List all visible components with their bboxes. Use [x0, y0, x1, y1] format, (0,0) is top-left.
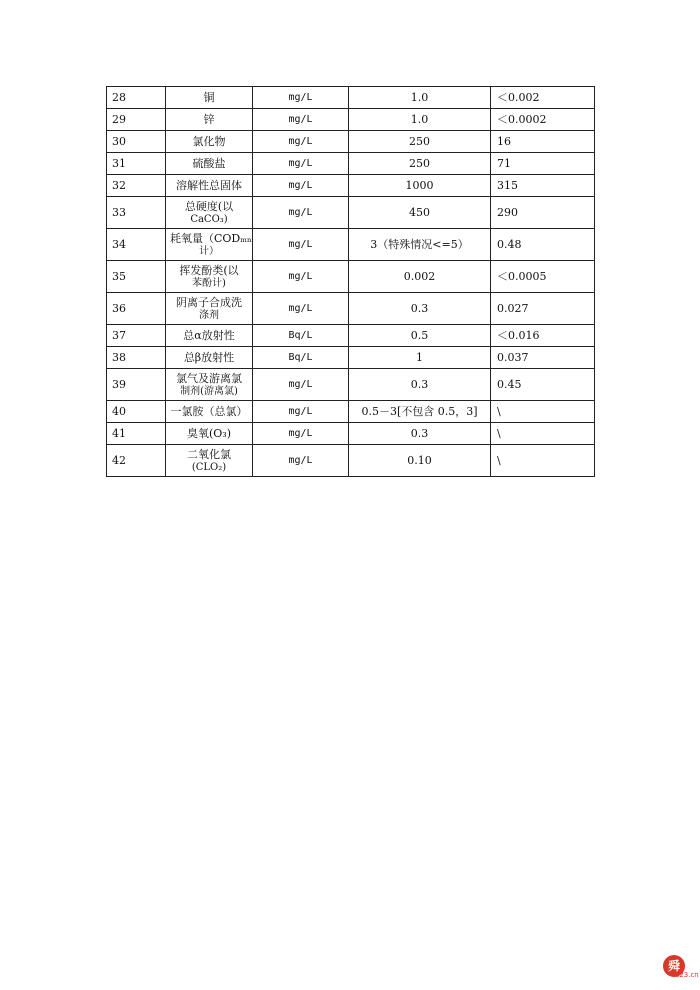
- unit-cell: Bq/L: [253, 325, 349, 347]
- indicator-name-cell: [166, 153, 253, 175]
- indicator-name-cell: [166, 369, 253, 401]
- unit-cell: Bq/L: [253, 347, 349, 369]
- table-row: [107, 423, 595, 445]
- indicator-name-line: 苯酚计): [192, 277, 226, 289]
- indicator-name-line: 总β放射性: [183, 351, 235, 364]
- test-result-cell: 0.45: [491, 369, 595, 401]
- water-quality-table: [106, 86, 595, 477]
- row-number-cell: 41: [107, 423, 166, 445]
- row-number-cell: 40: [107, 401, 166, 423]
- test-result-cell: 315: [491, 175, 595, 197]
- indicator-name-line: CaCO₃): [190, 213, 228, 225]
- indicator-name-line: 总硬度(以: [184, 199, 234, 213]
- table-body: [107, 87, 595, 477]
- table-row: [107, 197, 595, 229]
- row-number-cell: 42: [107, 445, 166, 477]
- test-result-cell: ＜0.0002: [491, 109, 595, 131]
- table-row: [107, 261, 595, 293]
- unit-cell: mg/L: [253, 369, 349, 401]
- limit-value-cell: 0.002: [349, 261, 491, 293]
- test-result-cell: 0.027: [491, 293, 595, 325]
- limit-value-cell: 450: [349, 197, 491, 229]
- unit-cell: mg/L: [253, 401, 349, 423]
- indicator-name-line: 溶解性总固体: [176, 179, 242, 192]
- indicator-name-line: 阴离子合成洗: [176, 295, 242, 309]
- row-number-cell: 33: [107, 197, 166, 229]
- unit-cell: mg/L: [253, 261, 349, 293]
- test-result-cell: 71: [491, 153, 595, 175]
- table-row: [107, 401, 595, 423]
- unit-cell: mg/L: [253, 229, 349, 261]
- table-row: [107, 347, 595, 369]
- table-row: [107, 325, 595, 347]
- indicator-name-line: 氯气及游离氯: [176, 371, 242, 385]
- unit-cell: mg/L: [253, 445, 349, 477]
- row-number-cell: 39: [107, 369, 166, 401]
- table-row: [107, 153, 595, 175]
- unit-cell: mg/L: [253, 153, 349, 175]
- indicator-name-cell: [166, 229, 253, 261]
- indicator-name-line: 锌: [203, 113, 215, 126]
- unit-cell: mg/L: [253, 197, 349, 229]
- limit-value-cell: 1: [349, 347, 491, 369]
- limit-value-cell: 3（特殊情况<=5）: [349, 229, 491, 261]
- test-result-cell: ＜0.0005: [491, 261, 595, 293]
- indicator-name-line: 硫酸盐: [192, 157, 226, 170]
- table-row: [107, 229, 595, 261]
- indicator-name-line: 臭氧(O₃): [186, 427, 231, 440]
- limit-value-cell: 1.0: [349, 109, 491, 131]
- limit-value-cell: 1.0: [349, 87, 491, 109]
- table-row: [107, 131, 595, 153]
- unit-cell: mg/L: [253, 175, 349, 197]
- indicator-name-line: 涤剂: [199, 309, 219, 321]
- indicator-name-line: 铜: [203, 91, 215, 104]
- indicator-name-line: 计）: [199, 245, 219, 257]
- limit-value-cell: 0.5: [349, 325, 491, 347]
- limit-value-cell: 0.3: [349, 293, 491, 325]
- unit-cell: mg/L: [253, 423, 349, 445]
- indicator-name-cell: [166, 175, 253, 197]
- test-result-cell: ＜0.002: [491, 87, 595, 109]
- row-number-cell: 29: [107, 109, 166, 131]
- indicator-name-line: 制剂(游离氯): [180, 385, 238, 397]
- limit-value-cell: 1000: [349, 175, 491, 197]
- test-result-cell: \: [491, 401, 595, 423]
- indicator-name-line: 总α放射性: [183, 329, 235, 342]
- unit-cell: mg/L: [253, 293, 349, 325]
- row-number-cell: 38: [107, 347, 166, 369]
- indicator-name-line: (CLO₂): [191, 461, 227, 473]
- indicator-name-line: 挥发酚类(以: [179, 263, 239, 277]
- row-number-cell: 35: [107, 261, 166, 293]
- indicator-name-line: 耗氧量（CODₘₙ: [170, 231, 252, 245]
- row-number-cell: 30: [107, 131, 166, 153]
- limit-value-cell: 0.3: [349, 369, 491, 401]
- limit-value-cell: 250: [349, 153, 491, 175]
- limit-value-cell: 0.3: [349, 423, 491, 445]
- table-row: [107, 175, 595, 197]
- indicator-name-cell: [166, 197, 253, 229]
- unit-cell: mg/L: [253, 131, 349, 153]
- indicator-name-cell: [166, 347, 253, 369]
- test-result-cell: 0.48: [491, 229, 595, 261]
- watermark-text: e23.cn: [675, 971, 699, 979]
- indicator-name-line: 二氧化氯: [187, 447, 231, 461]
- table-row: [107, 445, 595, 477]
- row-number-cell: 37: [107, 325, 166, 347]
- indicator-name-cell: [166, 325, 253, 347]
- table-row: [107, 369, 595, 401]
- test-result-cell: ＜0.016: [491, 325, 595, 347]
- table-row: [107, 293, 595, 325]
- test-result-cell: \: [491, 445, 595, 477]
- indicator-name-cell: [166, 423, 253, 445]
- row-number-cell: 36: [107, 293, 166, 325]
- test-result-cell: 290: [491, 197, 595, 229]
- indicator-name-line: 一氯胺（总氯）: [170, 405, 248, 418]
- row-number-cell: 28: [107, 87, 166, 109]
- indicator-name-cell: [166, 293, 253, 325]
- indicator-name-cell: [166, 445, 253, 477]
- test-result-cell: \: [491, 423, 595, 445]
- indicator-name-cell: [166, 261, 253, 293]
- unit-cell: mg/L: [253, 87, 349, 109]
- table-row: [107, 109, 595, 131]
- indicator-name-cell: [166, 401, 253, 423]
- row-number-cell: 32: [107, 175, 166, 197]
- test-result-cell: 16: [491, 131, 595, 153]
- unit-cell: mg/L: [253, 109, 349, 131]
- limit-value-cell: 250: [349, 131, 491, 153]
- logo-mark-icon: 舜: [663, 955, 685, 977]
- row-number-cell: 34: [107, 229, 166, 261]
- indicator-name-cell: [166, 109, 253, 131]
- site-watermark-logo: [663, 955, 697, 983]
- limit-value-cell: 0.10: [349, 445, 491, 477]
- limit-value-cell: 0.5－3[不包含 0.5，3]: [349, 401, 491, 423]
- table-row: [107, 87, 595, 109]
- row-number-cell: 31: [107, 153, 166, 175]
- indicator-name-cell: [166, 131, 253, 153]
- test-result-cell: 0.037: [491, 347, 595, 369]
- indicator-name-cell: [166, 87, 253, 109]
- indicator-name-line: 氯化物: [192, 135, 226, 148]
